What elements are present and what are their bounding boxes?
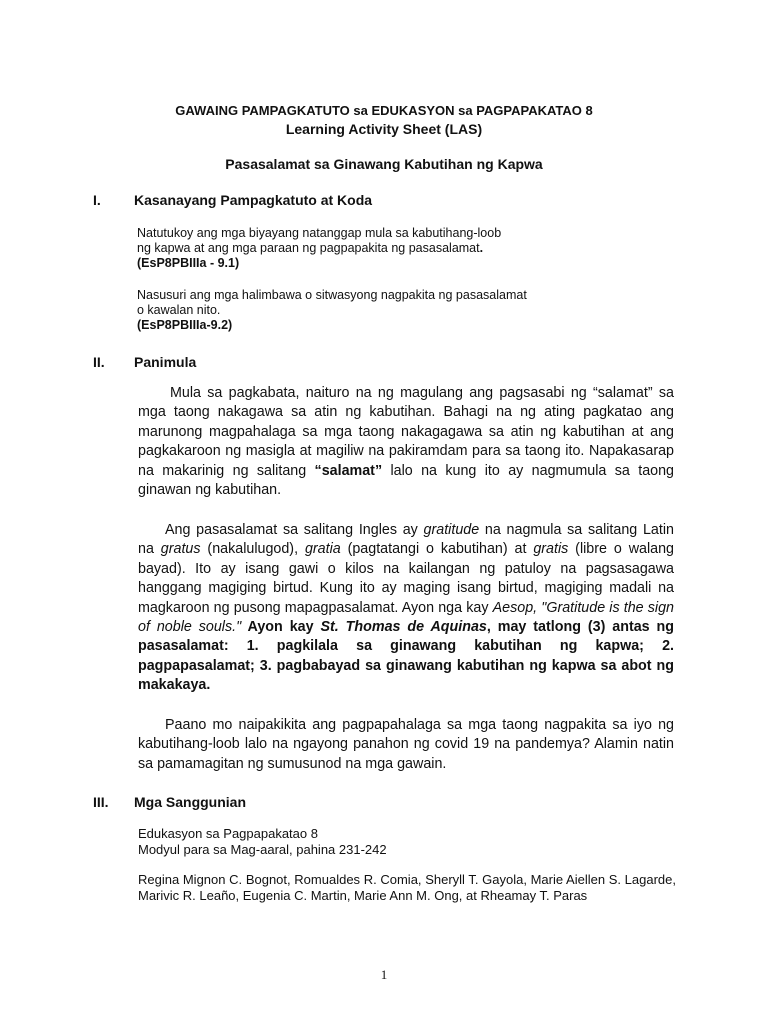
section-1-title: Kasanayang Pampagkatuto at Koda bbox=[134, 192, 373, 208]
competency-2 bbox=[137, 288, 677, 333]
competency-2-code: (EsP8PBIIIa-9.2) bbox=[137, 318, 233, 332]
intro-paragraph-3: Paano mo naipakikita ang pagpapahalaga sa mga taong nagpakita sa iyo ng kabutihang-loob lalo na ngayong panahon ng covid 19 na pandemya? Alamin natin sa pamamagitan ng sumusunod na mga gawain. bbox=[138, 717, 674, 772]
intro-paragraph-1: Mula sa pagkabata, naituro na ng magulang ang pagsasabi ng “salamat” sa mga taong nakagawa sa atin ng kabutihan. Bahagi na ng ating pagkatao ang marunong magpahalaga sa mga taong nakagagawa sa atin ng kabutihan at ang pagkakaroon ng masigla at magiliw na pakiramdam para sa taong ito. Napakasarap na makarinig ng salitang “salamat” lalo na kung ito ay nagmumula sa taong ginawan ng kabutihan. bbox=[138, 385, 675, 499]
reference-book bbox=[138, 826, 676, 858]
intro-paragraph-2: Ang pasasalamat sa salitang Ingles ay gratitude na nagmula sa salitang Latin na gratus (nakalulugod), gratia (pagtatangi o kabutihan) at gratis (libre o walang bayad). Ito ay isang gawi o kilos na kailangan ng patuloy na pagsasagawa hanggang magiging birtud. Kung ito ay maging isang birtud, magiging madali na magkaroon ng pusong mapagpasalamat. Ayon nga kay Aesop, "Gratitude is the sign of noble souls." Ayon kay St. Thomas de Aquinas, may tatlong (3) antas ng pasasalamat: 1. pagkilala sa ginawang kabutihan ng kapwa; 2. pagpapasalamat; 3. pagbabayad sa ginawang kabutihan ng kapwa sa abot ng makakaya. bbox=[138, 522, 674, 694]
page-number: 1 bbox=[380, 967, 388, 982]
section-1-number: I. bbox=[93, 192, 101, 208]
competency-1-line-1: Natutukoy ang mga biyayang natanggap mula sa kabutihang-loob bbox=[137, 226, 502, 240]
lesson-topic: Pasasalamat sa Ginawang Kabutihan ng Kapwa bbox=[225, 156, 543, 172]
competency-2-line-2: o kawalan nito. bbox=[137, 303, 221, 317]
document-subtitle: Learning Activity Sheet (LAS) bbox=[285, 121, 483, 137]
section-3-title: Mga Sanggunian bbox=[134, 794, 246, 810]
competency-1-line-2: ng kapwa at ang mga paraan ng pagpapakita ng pasasalamat. bbox=[137, 241, 484, 255]
reference-book-title: Edukasyon sa Pagpapakatao 8 bbox=[138, 826, 318, 841]
reference-book-pages: Modyul para sa Mag-aaral, pahina 231-242 bbox=[138, 842, 387, 857]
section-2-title: Panimula bbox=[134, 354, 197, 370]
document-title: GAWAING PAMPAGKATUTO sa EDUKASYON sa PAGPAPAKATAO 8 bbox=[175, 103, 593, 118]
competency-1 bbox=[137, 226, 677, 271]
section-3-number: III. bbox=[93, 794, 109, 810]
reference-authors: Regina Mignon C. Bognot, Romualdes R. Comia, Sheryll T. Gayola, Marie Aiellen S. Lagarde, Marivic R. Leaño, Eugenia C. Martin, Marie Ann M. Ong, at Rheamay T. Paras bbox=[138, 872, 676, 903]
competency-1-code: (EsP8PBIIIa - 9.1) bbox=[137, 256, 240, 270]
section-2-number: II. bbox=[93, 354, 105, 370]
competency-2-line-1: Nasusuri ang mga halimbawa o sitwasyong nagpakita ng pasasalamat bbox=[137, 288, 527, 302]
